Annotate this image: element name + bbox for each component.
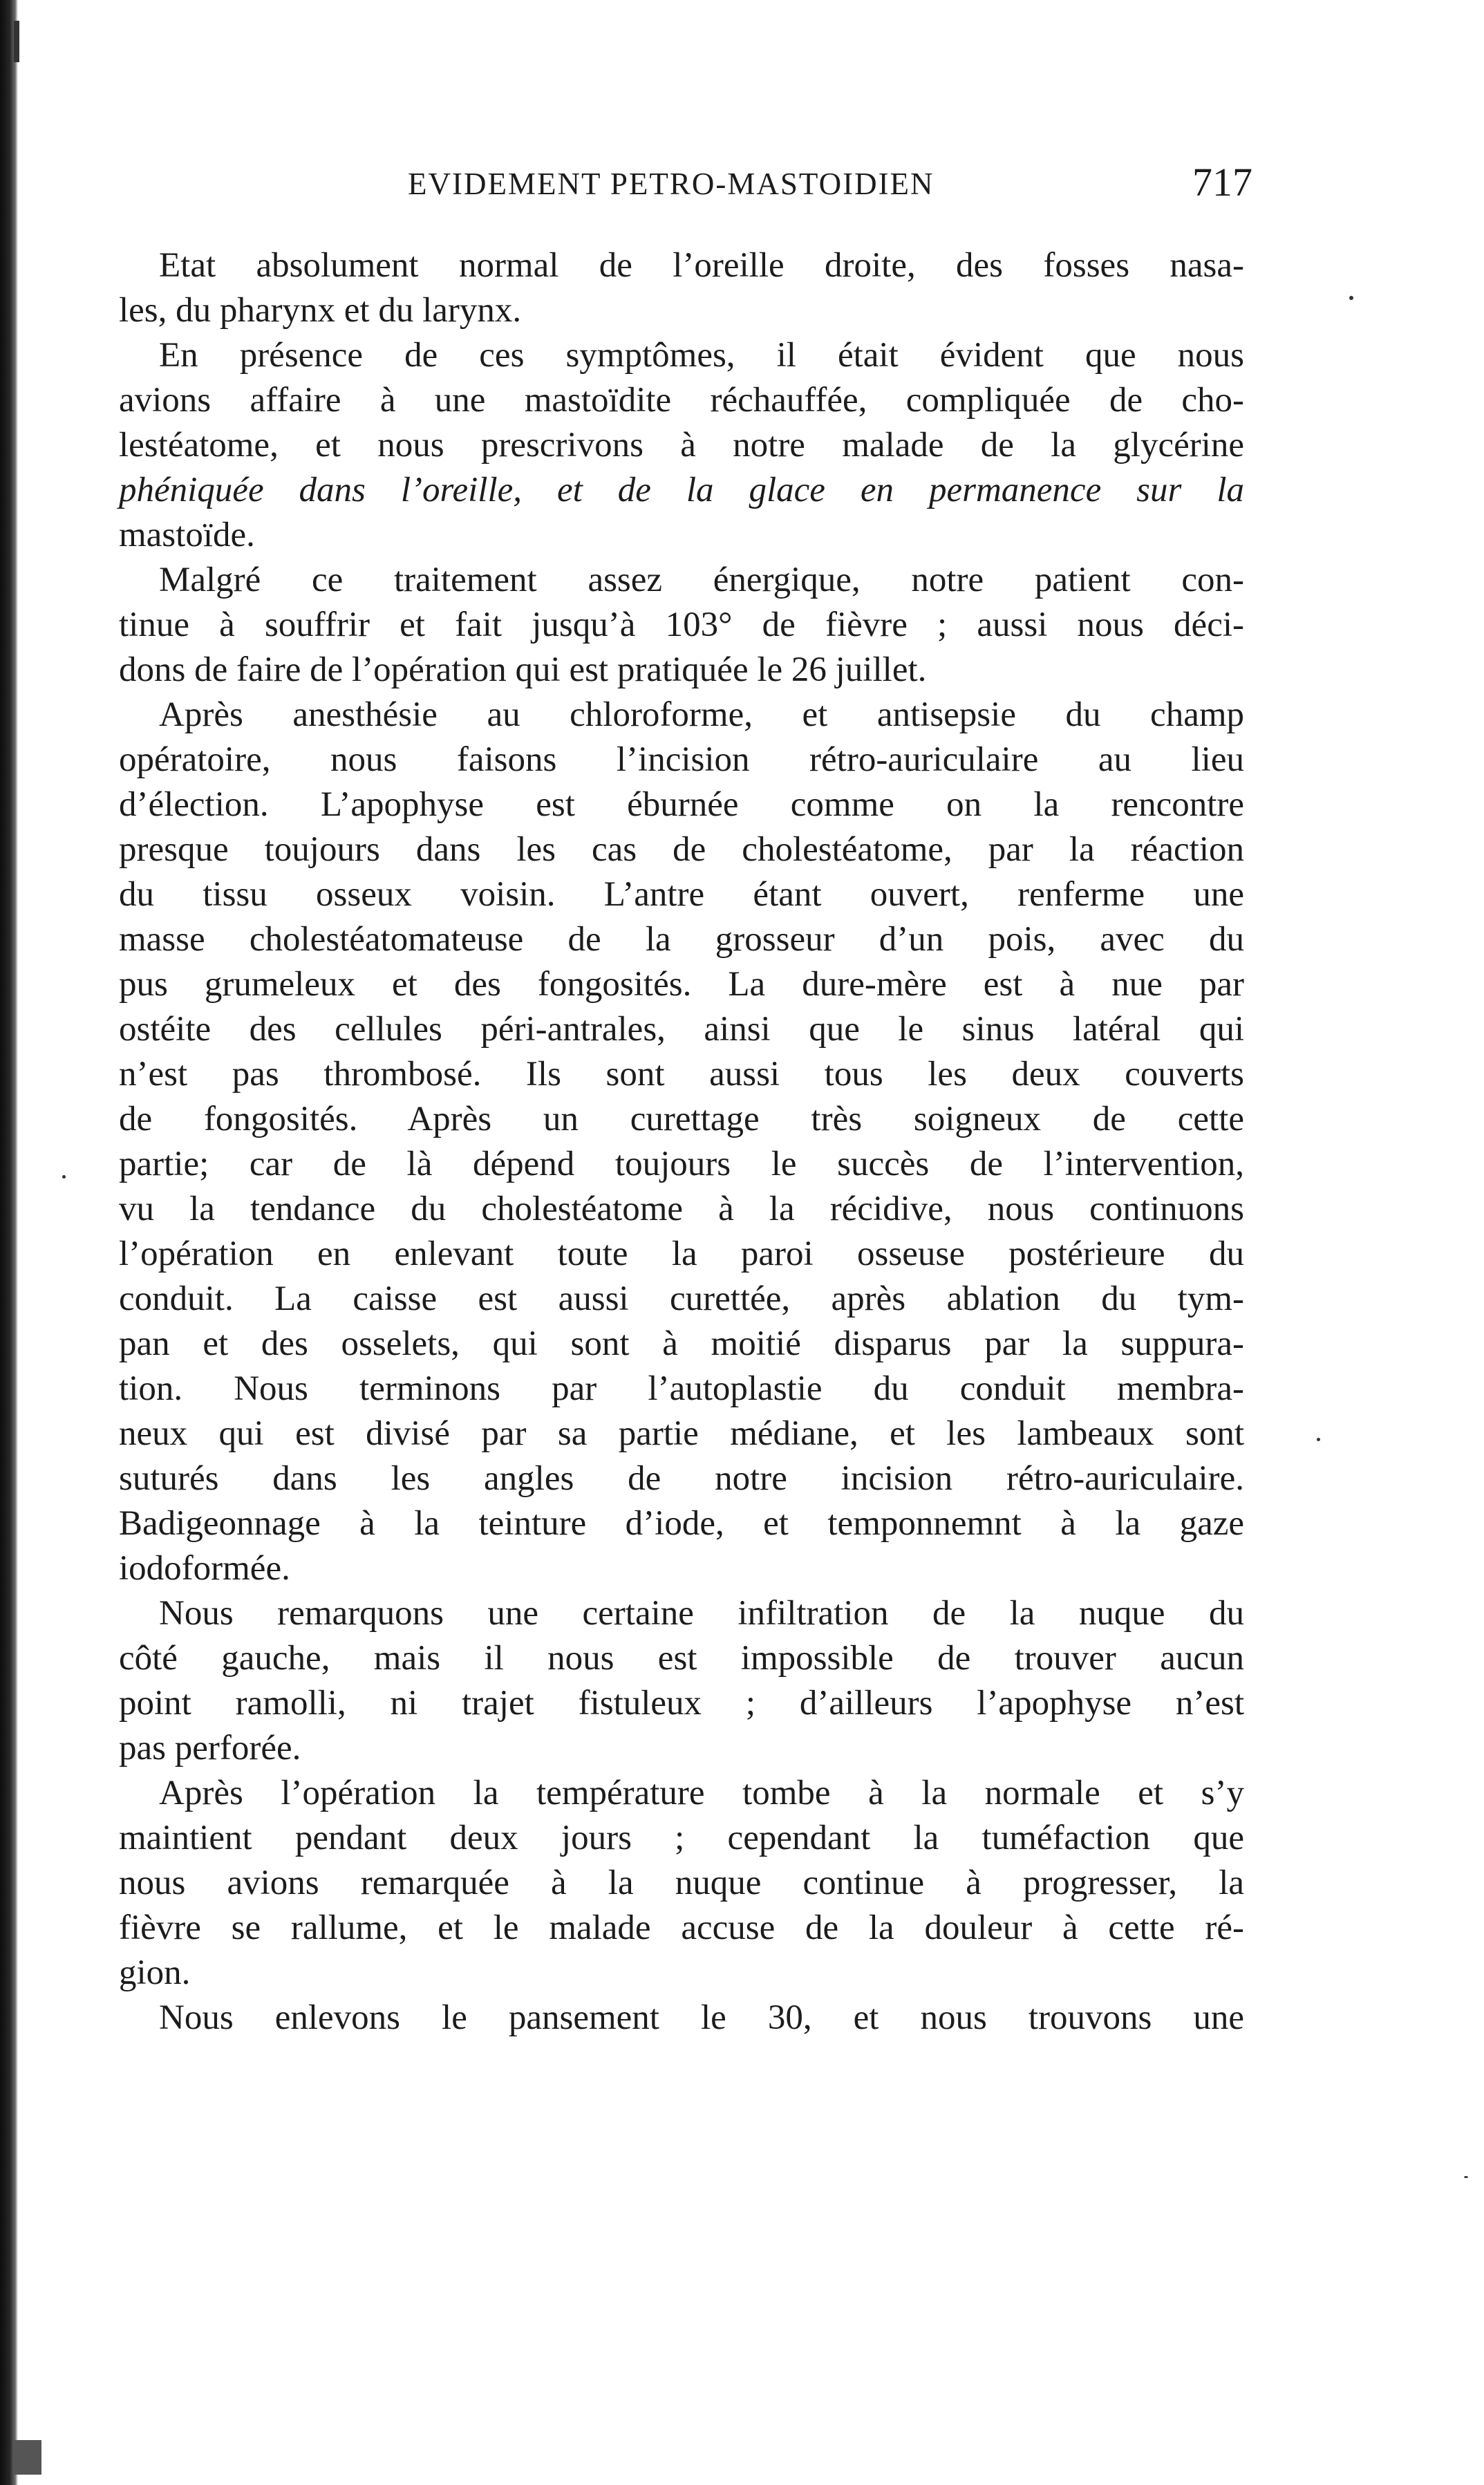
text-line: pus grumeleux et des fongosités. La dure-mère est à nue par	[119, 965, 1244, 1004]
text-line: presque toujours dans les cas de cholestéatome, par la réaction	[119, 830, 1244, 869]
text-line: ostéite des cellules péri-antrales, ainsi que le sinus latéral qui	[119, 1010, 1244, 1049]
text-line: pan et des osselets, qui sont à moitié disparus par la suppura-	[119, 1324, 1244, 1363]
text-line: point ramolli, ni trajet fistuleux ; d’ailleurs l’apophyse n’est	[119, 1684, 1244, 1723]
paper-speck	[1349, 296, 1353, 300]
text-line: d’élection. L’apophyse est éburnée comme on la rencontre	[119, 785, 1244, 824]
text-line: les, du pharynx et du larynx.	[119, 291, 522, 330]
text-line: avions affaire à une mastoïdite réchauffée, compliquée de cho-	[119, 381, 1244, 420]
text-line: Etat absolument normal de l’oreille droite, des fosses nasa-	[159, 246, 1244, 285]
binding-mark	[14, 2440, 41, 2475]
text-line: n’est pas thrombosé. Ils sont aussi tous les deux couverts	[119, 1055, 1244, 1094]
text-line: pas perforée.	[119, 1729, 301, 1767]
text-line: partie; car de là dépend toujours le succès de l’intervention,	[119, 1145, 1244, 1183]
text-line: Après l’opération la température tombe à la normale et s’y	[159, 1774, 1244, 1812]
paper-speck	[1317, 1438, 1320, 1441]
text-line: Nous enlevons le pansement le 30, et nous trouvons une	[159, 1998, 1244, 2037]
text-line: maintient pendant deux jours ; cependant la tuméfaction que	[119, 1819, 1244, 1857]
text-line: lestéatome, et nous prescrivons à notre malade de la glycérine	[119, 426, 1244, 465]
text-line: du tissu osseux voisin. L’antre étant ouvert, renferme une	[119, 875, 1244, 914]
text-line: masse cholestéatomateuse de la grosseur d’un pois, avec du	[119, 920, 1244, 959]
text-line: opératoire, nous faisons l’incision rétro-auriculaire au lieu	[119, 740, 1244, 779]
text-line: Après anesthésie au chloroforme, et antisepsie du champ	[159, 695, 1244, 734]
text-line: côté gauche, mais il nous est impossible de trouver aucun	[119, 1639, 1244, 1678]
text-line: fièvre se rallume, et le malade accuse de la douleur à cette ré-	[119, 1909, 1244, 1947]
page-binding-edge	[0, 0, 18, 2485]
text-line: mastoïde.	[119, 516, 255, 554]
running-title: EVIDEMENT PETRO-MASTOIDIEN	[408, 167, 934, 201]
page-number: 717	[1192, 160, 1252, 205]
text-line: conduit. La caisse est aussi curettée, après ablation du tym-	[119, 1279, 1244, 1318]
text-line: phéniquée dans l’oreille, et de la glace en permanence sur la	[119, 471, 1244, 509]
text-line: dons de faire de l’opération qui est pratiquée le 26 juillet.	[119, 650, 927, 689]
text-line: iodoformée.	[119, 1549, 290, 1588]
paper-speck	[1464, 2176, 1468, 2178]
paper-speck	[62, 1175, 66, 1179]
text-line: de fongosités. Après un curettage très soigneux de cette	[119, 1100, 1244, 1138]
text-line: tinue à souffrir et fait jusqu’à 103° de fièvre ; aussi nous déci-	[119, 606, 1244, 644]
text-line: Nous remarquons une certaine infiltration de la nuque du	[159, 1594, 1244, 1633]
text-line: vu la tendance du cholestéatome à la récidive, nous continuons	[119, 1190, 1244, 1228]
text-line: Malgré ce traitement assez énergique, notre patient con-	[159, 561, 1244, 599]
text-line: gion.	[119, 1953, 191, 1992]
binding-mark	[14, 21, 19, 62]
body-text	[119, 243, 1244, 2041]
text-line: tion. Nous terminons par l’autoplastie du conduit membra-	[119, 1369, 1244, 1408]
text-line: neux qui est divisé par sa partie médiane, et les lambeaux sont	[119, 1414, 1244, 1453]
text-line: En présence de ces symptômes, il était évident que nous	[159, 336, 1244, 375]
text-line: suturés dans les angles de notre incision rétro-auriculaire.	[119, 1459, 1244, 1498]
text-line: l’opération en enlevant toute la paroi osseuse postérieure du	[119, 1235, 1244, 1273]
text-line: Badigeonnage à la teinture d’iode, et temponnemnt à la gaze	[119, 1504, 1244, 1543]
text-line: nous avions remarquée à la nuque continue à progresser, la	[119, 1864, 1244, 1902]
page-header	[119, 159, 1252, 214]
